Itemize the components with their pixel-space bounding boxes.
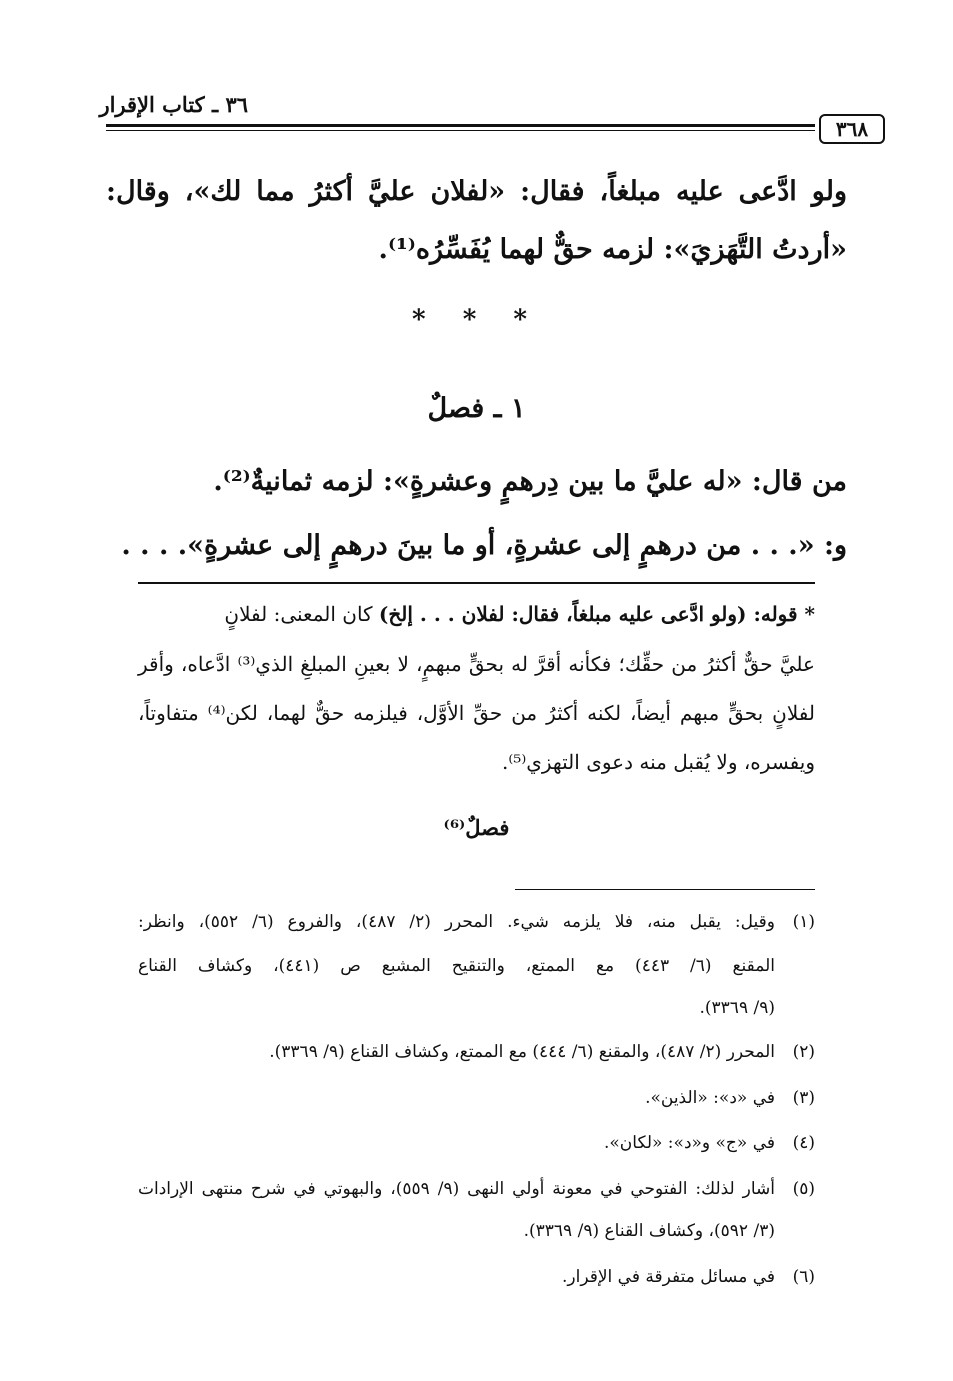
commentary-line: لفلانٍ بحقٍّ مبهم أيضاً، لكنه أكثرُ من حقِّ الأوَّل، فيلزمه حقٌّ لهما، لكن⁽⁴⁾ متفاوتاً، (138, 701, 815, 725)
footnote-text: وقيل: يقبل منه، فلا يلزمه شيء. المحرر (٢/ ٤٨٧)، والفروع (٦/ ٥٥٢)، وانظر: (138, 912, 775, 932)
footnote-5 (138, 1179, 815, 1249)
footnote-6 (138, 1267, 815, 1297)
footnote-number: (٣) (792, 1088, 815, 1108)
footnote-4 (138, 1133, 815, 1163)
section-separator: * * * (412, 305, 541, 335)
main-text-line: من قال: «له عليَّ ما بين دِرهمٍ وعشرةٍ»: لزمه ثمانيةٌ⁽²⁾. (213, 466, 847, 497)
commentary-quote: * قوله: (ولو ادَّعى عليه مبلغاً، فقال: لفلان . . . إلخ) (378, 602, 815, 626)
footnote-text: (٩/ ٣٣٦٩). (699, 998, 775, 1018)
footnote-3 (138, 1088, 815, 1118)
footnote-text: المحرر (٢/ ٤٨٧)، والمقنع (٦/ ٤٤٤) مع الممتع، وكشاف القناع (٩/ ٣٣٦٩). (269, 1042, 775, 1062)
page-number: ٣٦٨ (819, 114, 885, 144)
commentary-line (138, 602, 815, 626)
chapter-title: ٣٦ ـ كتاب الإقرار (99, 92, 248, 117)
main-text-line: «أردتُ التَّهَزيَ»: لزمه حقٌّ لهما يُفَسِّرُه⁽¹⁾. (378, 234, 847, 265)
footnote-1 (138, 912, 815, 1018)
footnote-number: (٤) (792, 1133, 815, 1153)
footnote-2 (138, 1042, 815, 1072)
footnote-divider (515, 889, 815, 890)
header-rule-thin (106, 130, 815, 131)
commentary-text: كان المعنى: لفلانٍ (224, 602, 379, 626)
footnote-text: في مسائل متفرقة في الإقرار. (562, 1267, 775, 1287)
footnote-number: (٥) (792, 1179, 815, 1199)
main-text-line: و: «. . . من درهمٍ إلى عشرةٍ، أو ما بينَ درهمٍ إلى عشرةٍ». . . . (121, 530, 847, 561)
main-text-line: ولو ادَّعى عليه مبلغاً، فقال: «لفلان عليَّ أكثرُ مما لك»، وقال: (106, 176, 847, 207)
footnote-number: (٦) (792, 1267, 815, 1287)
commentary-section-heading: فصلٌ⁽⁶⁾ (443, 815, 510, 840)
footnote-number: (٢) (792, 1042, 815, 1062)
commentary-line: ويفسره، ولا يُقبل منه دعوى التهزي⁽⁵⁾. (502, 750, 815, 774)
footnote-text: (٣/ ٥٩٢)، وكشاف القناع (٩/ ٣٣٦٩). (523, 1221, 775, 1241)
commentary-line: عليَّ حقٌّ أكثرُ من حقِّك؛ فكأنه أقرَّ له بحقٍّ مبهمٍ، لا بعينِ المبلغِ الذي⁽³⁾ ادَّعاه، وأقر (138, 652, 815, 676)
footnote-text: في «د»: «الذين». (645, 1088, 775, 1108)
footnote-text: أشار لذلك: الفتوحي في معونة أولي النهى (٩/ ٥٥٩)، والبهوتي في شرح منتهى الإرادات (138, 1179, 775, 1199)
commentary-divider (138, 582, 815, 584)
footnote-text: في «ج» و«د»: «لكان». (603, 1133, 775, 1153)
footnote-number: (١) (792, 912, 815, 932)
footnote-text: المقنع (٦/ ٤٤٣) مع الممتع، والتنقيح المشبع ص (٤٤١)، وكشاف القناع (138, 956, 776, 976)
header-rule (106, 124, 815, 127)
section-heading: ١ ـ فصلٌ (427, 393, 526, 424)
